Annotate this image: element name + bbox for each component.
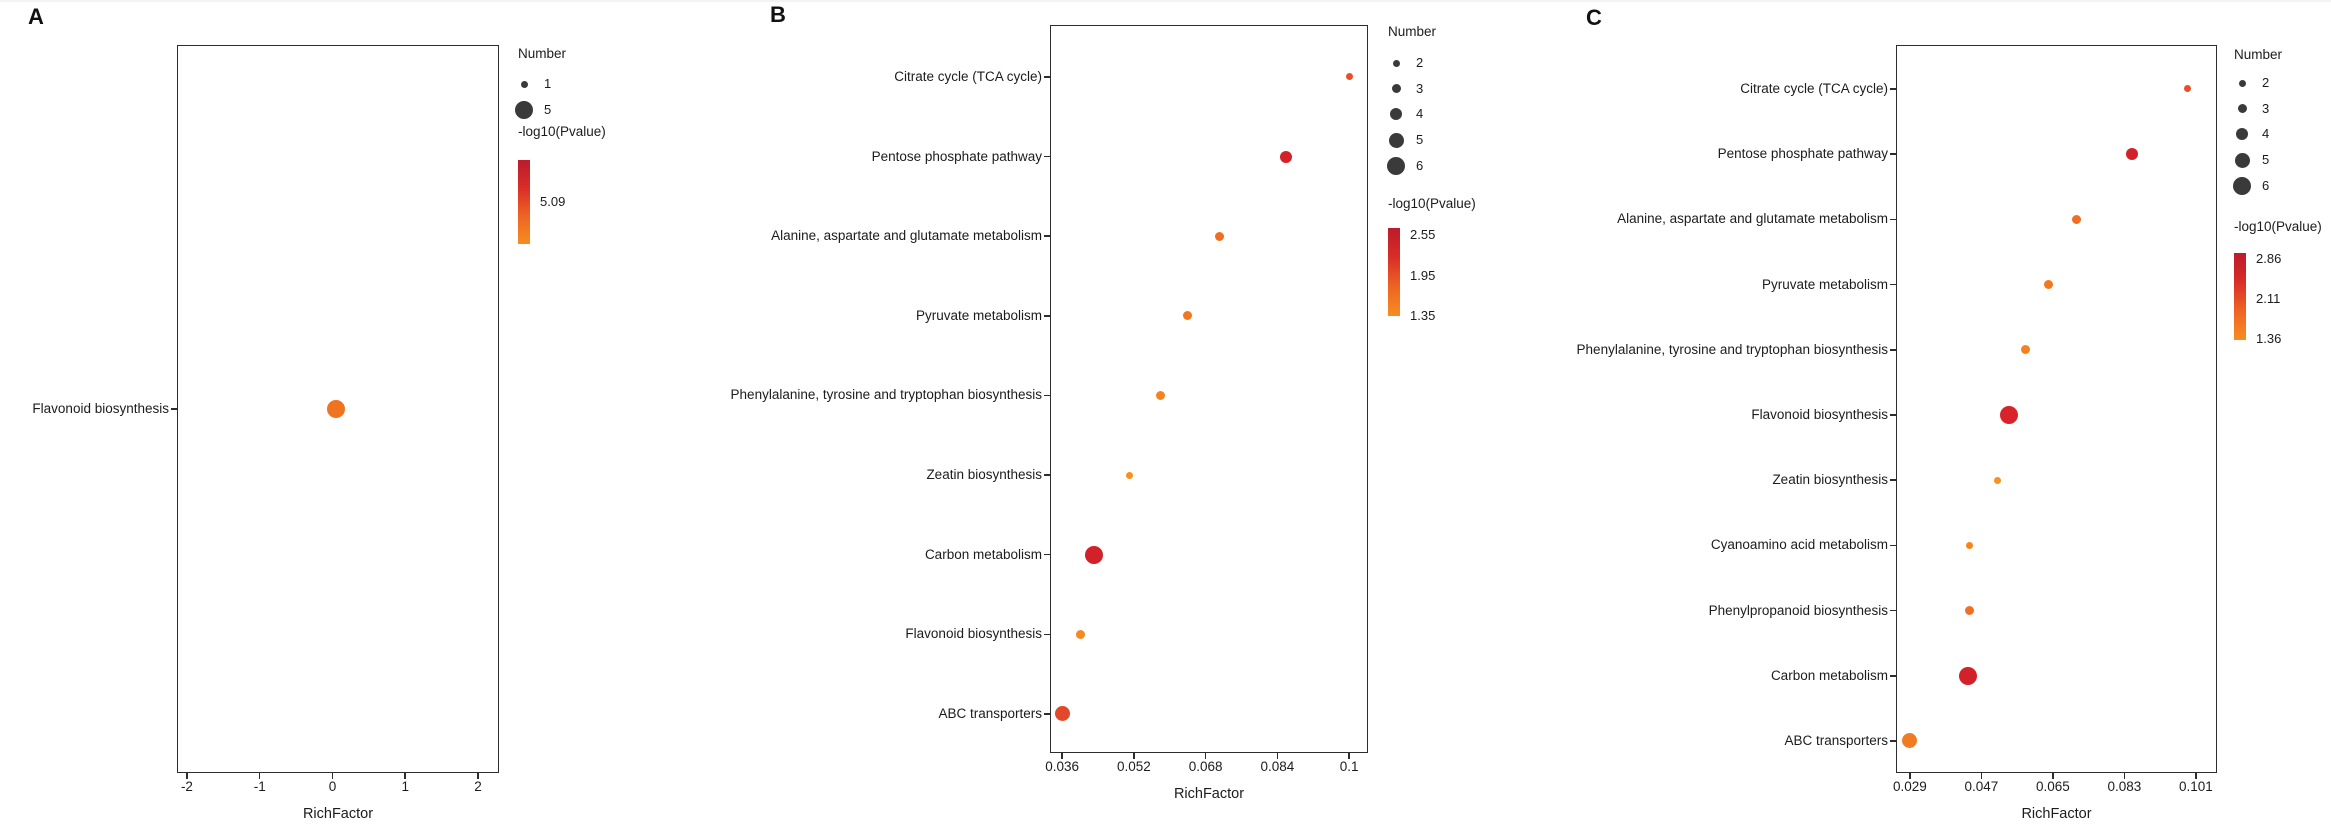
x-axis-title: RichFactor <box>1173 786 1245 802</box>
y-axis-label: Zeatin biosynthesis <box>1772 472 1888 488</box>
data-point <box>1959 667 1977 685</box>
y-axis-label: ABC transporters <box>938 705 1042 721</box>
x-axis-title: RichFactor <box>302 806 374 822</box>
y-axis-tick <box>1890 219 1896 221</box>
legend-size-title: Number <box>518 46 567 61</box>
legend-size-dot <box>2238 104 2247 113</box>
x-axis-tick-label: 0.029 <box>1892 779 1927 794</box>
legend-color-title: -log10(Pvalue) <box>518 124 606 139</box>
y-axis-tick <box>1890 545 1896 547</box>
x-axis-tick-label: 1 <box>401 779 409 794</box>
y-axis-tick <box>1890 349 1896 351</box>
legend-color-title: -log10(Pvalue) <box>2234 219 2322 234</box>
legend-colorbar-label: 1.95 <box>1410 267 1436 283</box>
y-axis-label: Citrate cycle (TCA cycle) <box>894 68 1042 84</box>
legend-size-label: 4 <box>1416 106 1424 122</box>
y-axis-label: Cyanoamino acid metabolism <box>1710 537 1888 553</box>
y-axis-tick <box>1890 414 1896 416</box>
legend-colorbar-label: 1.35 <box>1410 308 1436 323</box>
legend-size-title: Number <box>2234 47 2283 62</box>
legend-color-title: -log10(Pvalue) <box>1388 196 1476 211</box>
x-axis-tick-label: 0 <box>328 779 337 794</box>
x-axis-tick-label: 0.084 <box>1260 759 1295 774</box>
legend-colorbar-label: 2.11 <box>2256 291 2281 307</box>
y-axis-tick <box>1890 610 1896 612</box>
y-axis-tick <box>1890 153 1896 155</box>
x-axis-tick-label: -2 <box>180 779 193 794</box>
panel-label: B <box>770 2 786 27</box>
y-axis-label: Phenylalanine, tyrosine and tryptophan biosynthesis <box>1576 341 1888 357</box>
x-axis-tick-label: 0.065 <box>2036 779 2070 794</box>
plot-area <box>1896 45 2217 773</box>
y-axis-label: Pyruvate metabolism <box>915 307 1042 323</box>
y-axis-tick <box>1890 88 1896 90</box>
y-axis-tick <box>1890 675 1896 677</box>
y-axis-label: Phenylpropanoid biosynthesis <box>1708 602 1888 618</box>
legend-size-label: 6 <box>2262 177 2270 193</box>
legend-colorbar-label: 2.86 <box>2256 251 2282 267</box>
y-axis-label: ABC transporters <box>1784 732 1888 748</box>
y-axis-label: Alanine, aspartate and glutamate metabolism <box>771 228 1042 244</box>
legend-size-label: 4 <box>2262 126 2270 142</box>
legend-colorbar-label: 1.36 <box>2256 331 2282 347</box>
legend-colorbar-label: 2.55 <box>1410 227 1436 243</box>
y-axis-label: Zeatin biosynthesis <box>926 467 1042 483</box>
panel-label: A <box>28 4 44 29</box>
legend-size-label: 1 <box>544 76 552 91</box>
y-axis-label: Pentose phosphate pathway <box>871 148 1042 164</box>
x-axis-tick-label: 0.083 <box>2107 779 2142 794</box>
legend-size-dot <box>2233 177 2251 195</box>
legend-colorbar <box>2234 253 2246 340</box>
y-axis-label: Pyruvate metabolism <box>1761 276 1888 292</box>
y-axis-label: Carbon metabolism <box>924 546 1042 562</box>
y-axis-label: Alanine, aspartate and glutamate metabolism <box>1617 211 1888 227</box>
y-axis-tick <box>1890 284 1896 286</box>
legend-size-dot <box>2239 80 2246 87</box>
x-axis-tick-label: 0.1 <box>1339 759 1359 774</box>
x-axis-tick-label: -1 <box>253 779 266 794</box>
x-axis-tick-label: 0.052 <box>1116 759 1151 774</box>
legend-size-label: 5 <box>1416 132 1424 148</box>
x-axis-tick-label: 0.036 <box>1045 759 1079 774</box>
data-point <box>1965 606 1974 615</box>
legend-size-title: Number <box>1388 24 1437 39</box>
legend-size-label: 3 <box>1416 80 1424 96</box>
legend-size-label: 3 <box>2262 100 2270 116</box>
legend-size-label: 5 <box>2262 152 2270 168</box>
y-axis-label: Carbon metabolism <box>1770 667 1888 683</box>
y-axis-label: Flavonoid biosynthesis <box>32 401 169 416</box>
x-axis-tick-label: 0.101 <box>2179 779 2213 794</box>
data-point <box>2021 345 2030 354</box>
y-axis-label: Citrate cycle (TCA cycle) <box>1740 80 1888 96</box>
legend-size-label: 6 <box>1416 157 1424 173</box>
x-axis-tick-label: 2 <box>474 779 482 794</box>
x-axis-tick-label: 0.047 <box>1964 779 1999 794</box>
y-axis-label: Flavonoid biosynthesis <box>1751 406 1888 422</box>
legend-colorbar-label: 5.09 <box>540 194 566 209</box>
y-axis-label: Phenylalanine, tyrosine and tryptophan biosynthesis <box>730 387 1042 403</box>
legend-size-label: 2 <box>2262 75 2270 90</box>
y-axis-label: Pentose phosphate pathway <box>1717 146 1888 162</box>
panel-label: C <box>1586 5 1602 30</box>
data-point <box>1966 542 1973 549</box>
y-axis-tick <box>1890 740 1896 742</box>
x-axis-title: RichFactor <box>2021 806 2092 822</box>
x-axis-tick-label: 0.068 <box>1188 759 1223 774</box>
legend-size-dot <box>2235 153 2250 168</box>
y-axis-label: Flavonoid biosynthesis <box>905 626 1042 642</box>
legend-size-label: 5 <box>544 102 552 117</box>
legend-size-dot <box>2236 128 2248 140</box>
legend-size-label: 2 <box>1416 55 1424 70</box>
data-point <box>1994 477 2001 484</box>
y-axis-tick <box>1890 479 1896 481</box>
